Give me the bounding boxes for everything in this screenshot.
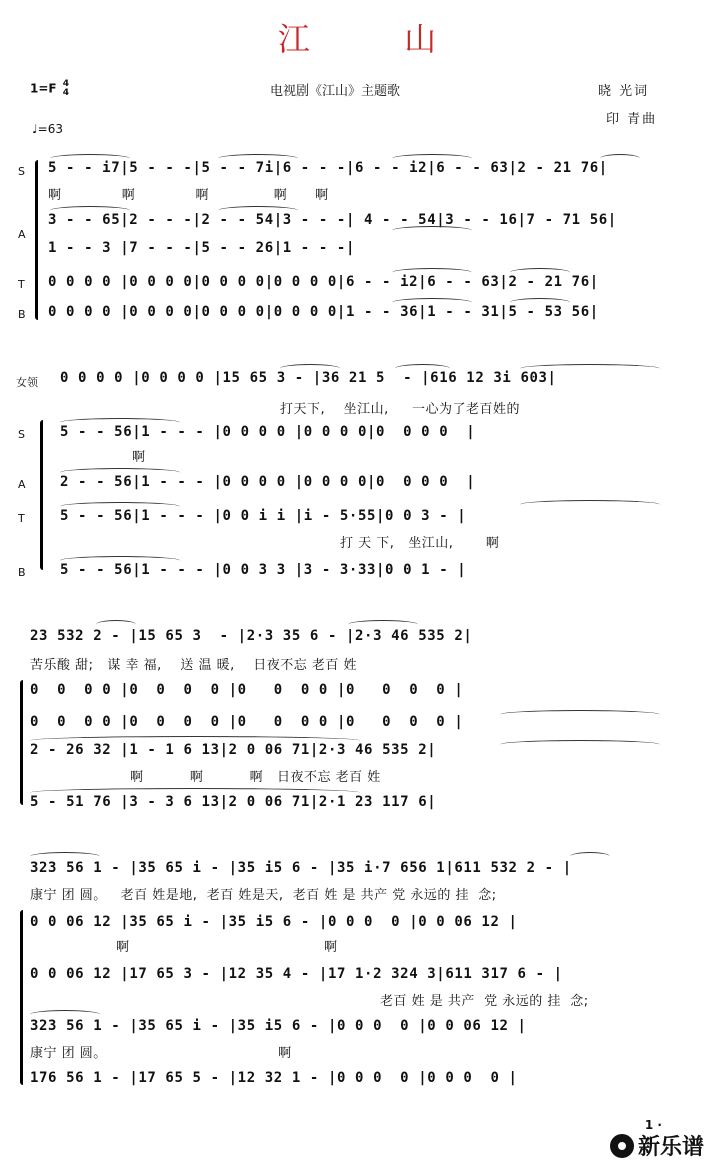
notation-row: 5 - 51 76 |3 - 3 6 13|2 0 06 71|2·1 23 117 6| [30,794,437,810]
part-label: A [18,478,26,491]
notation-row: 5 - - 56|1 - - - |0 0 0 0 |0 0 0 0|0 0 0 0 | [60,424,476,440]
notation-row: 0 0 0 0 |0 0 0 0|0 0 0 0|0 0 0 0|6 - - i2|6 - - 63|2 - 21 76| [48,274,599,290]
slur [395,364,450,373]
part-label: B [18,566,26,579]
record-disc-icon [610,1134,634,1158]
slur [96,620,136,629]
lyrics-row: 打天下, 坐江山, 一心为了老百姓的 [280,402,520,417]
slur [30,852,100,861]
subtitle: 电视剧《江山》主题歌 [270,84,401,99]
notation-row: 23 532 2 - |15 65 3 - |2·3 35 6 - |2·3 46 535 2| [30,628,473,644]
slur [510,268,570,277]
notation-row: 2 - - 56|1 - - - |0 0 0 0 |0 0 0 0|0 0 0 0 | [60,474,476,490]
slur [392,298,472,307]
slur [392,226,472,235]
notation-row: 0 0 0 0 |0 0 0 0 |15 65 3 - |36 21 5 - |616 12 3i 603| [60,370,557,386]
composer: 印 青曲 [606,112,658,127]
lyrics-row: 啊 啊 啊 日夜不忘 老百 姓 [130,770,381,785]
slur [510,298,570,307]
notation-row: 5 - - 56|1 - - - |0 0 i i |i - 5·55|0 0 3 - | [60,508,467,524]
slur [30,736,360,745]
slur [60,468,180,477]
slur [570,852,610,861]
song-title: 江 山 [277,20,479,58]
part-label: S [18,428,25,441]
slur [520,364,660,373]
part-label: S [18,165,25,178]
lyrics-row: 老百 姓 是 共产 党 永远的 挂 念; [380,994,589,1009]
slur [392,154,472,163]
notation-row: 3 - - 65|2 - - -|2 - - 54|3 - - -| 4 - - 54|3 - - 16|7 - 71 56| [48,212,617,228]
slur [50,154,130,163]
notation-row: 0 0 0 0 |0 0 0 0 |0 0 0 0 |0 0 0 0 | [30,682,464,698]
key-label: 1=F [30,81,57,96]
notation-row: 0 0 06 12 |35 65 i - |35 i5 6 - |0 0 0 0 |0 0 06 12 | [30,914,518,930]
slur [218,154,298,163]
slur [60,556,180,565]
slur [500,740,660,749]
slur [600,154,640,163]
system-brace [20,680,23,805]
system-brace [40,420,43,570]
notation-row: 176 56 1 - |17 65 5 - |12 32 1 - |0 0 0 0 |0 0 0 0 | [30,1070,518,1086]
notation-row: 0 0 0 0 |0 0 0 0|0 0 0 0|0 0 0 0|1 - - 36|1 - - 31|5 - 53 56| [48,304,599,320]
key-signature [30,80,69,98]
notation-row: 323 56 1 - |35 65 i - |35 i5 6 - |0 0 0 0 |0 0 06 12 | [30,1018,527,1034]
slur [280,364,340,373]
slur [500,710,660,719]
notation-row: 0 0 06 12 |17 65 3 - |12 35 4 - |17 1·2 324 3|611 317 6 - | [30,966,563,982]
lyrics-row: 康宁 团 圆。 啊 [30,1046,292,1061]
lyricist: 晓 光词 [598,84,650,99]
lyrics-row: 打 天 下, 坐江山, 啊 [340,536,500,551]
tempo-mark: ♩=63 [32,122,63,136]
slur [392,268,472,277]
time-top: 4 [62,79,70,89]
lyrics-row: 啊 啊 啊 啊 啊 [48,188,329,203]
page-number: 1 · [644,1118,662,1132]
slur [348,620,418,629]
notation-row: 5 - - i7|5 - - -|5 - - 7i|6 - - -|6 - - i2|6 - - 63|2 - 21 76| [48,160,608,176]
time-bottom: 4 [62,88,70,98]
slur [30,1010,100,1019]
slur [60,418,180,427]
slur [50,206,130,215]
part-label: B [18,308,26,321]
notation-row: 0 0 0 0 |0 0 0 0 |0 0 0 0 |0 0 0 0 | [30,714,464,730]
lyrics-row: 啊 [132,450,146,465]
slur [218,206,298,215]
lyrics-row: 康宁 团 圆。 老百 姓是地, 老百 姓是天, 老百 姓 是 共产 党 永远的 挂 念; [30,888,497,903]
logo-text: 新乐谱 [637,1135,704,1160]
part-label: T [18,278,25,291]
system-brace [35,160,38,320]
part-label: 女领 [16,376,38,389]
site-logo [610,1130,704,1161]
part-label: T [18,512,25,525]
lyrics-row: 啊 啊 [116,940,338,955]
notation-row: 2 - 26 32 |1 - 1 6 13|2 0 06 71|2·3 46 535 2| [30,742,437,758]
slur [520,500,660,509]
notation-row: 323 56 1 - |35 65 i - |35 i5 6 - |35 i·7 656 1|611 532 2 - | [30,860,572,876]
slur [30,788,360,797]
part-label: A [18,228,26,241]
notation-row: 1 - - 3 |7 - - -|5 - - 26|1 - - -| [48,240,355,256]
system-brace [20,910,23,1085]
lyrics-row: 苦乐酸 甜; 谋 幸 福, 送 温 暖, 日夜不忘 老百 姓 [30,658,358,673]
time-signature [63,80,69,98]
notation-row: 5 - - 56|1 - - - |0 0 3 3 |3 - 3·33|0 0 1 - | [60,562,467,578]
slur [60,502,180,511]
